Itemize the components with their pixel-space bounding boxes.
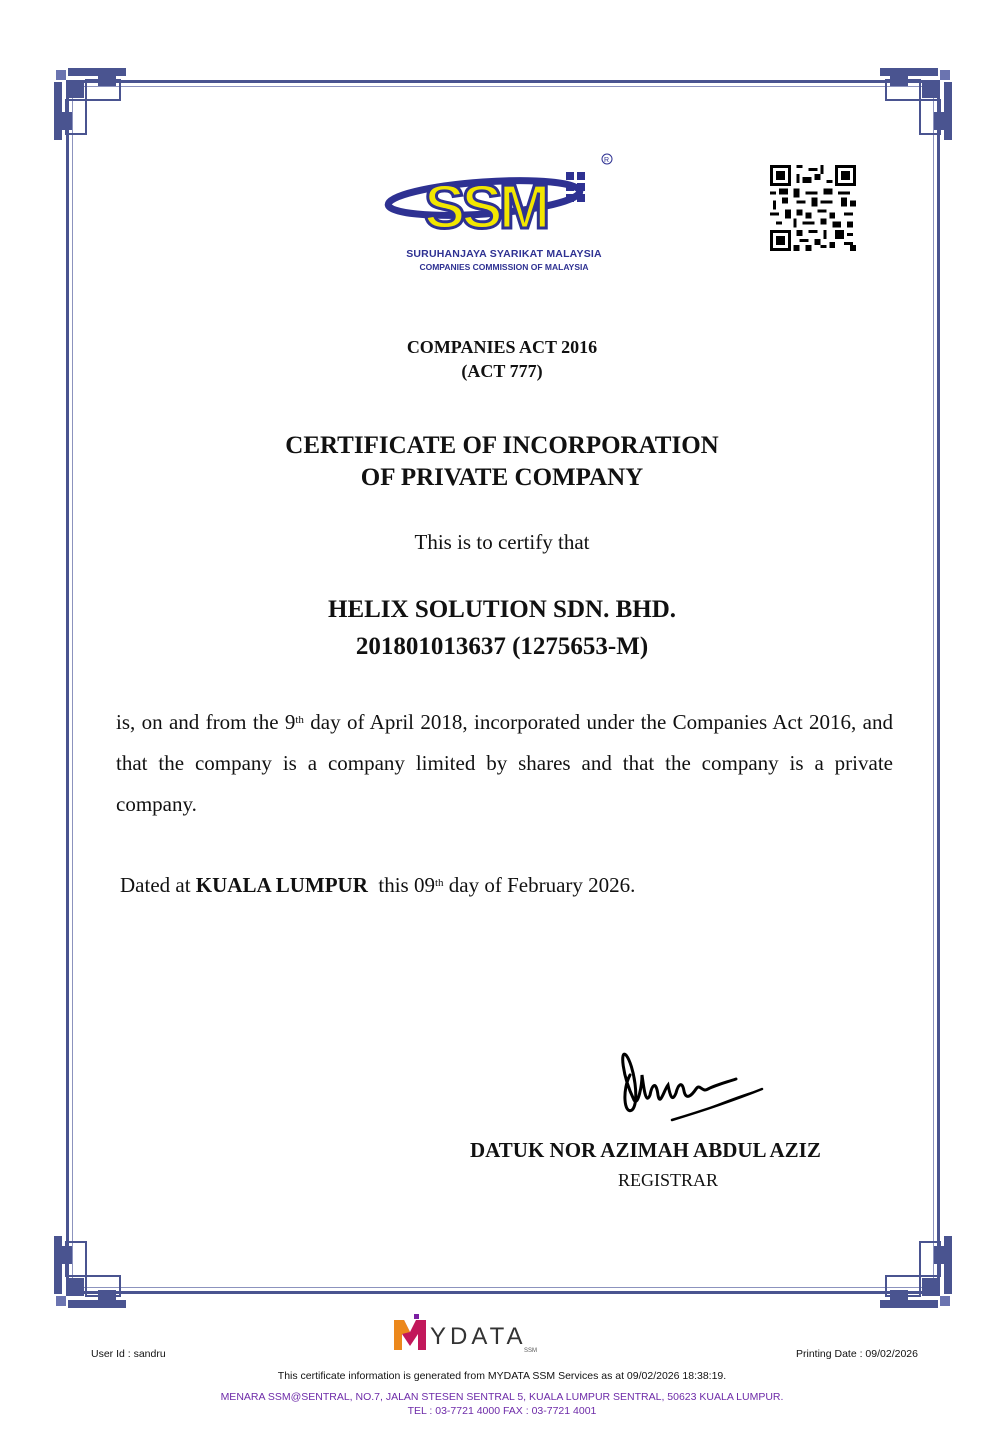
svg-text:YDATA: YDATA: [430, 1323, 527, 1350]
svg-text:SSM: SSM: [524, 1348, 538, 1354]
incorporation-paragraph: [116, 700, 893, 825]
footer-contact: TEL : 03-7721 4000 FAX : 03-7721 4001: [407, 1405, 597, 1417]
dated-ordinal-suffix: th: [434, 877, 444, 889]
certificate-title-line2: OF PRIVATE COMPANY: [360, 464, 644, 491]
ordinal-suffix: th: [295, 714, 304, 726]
registrar-signature: [612, 1045, 772, 1135]
dated-suffix: day of February 2026.: [443, 873, 636, 897]
user-id: User Id : sandru: [91, 1348, 166, 1360]
mydata-logo: [390, 1312, 560, 1354]
certificate-title-line1: CERTIFICATE OF INCORPORATION: [285, 432, 719, 459]
company-name: HELIX SOLUTION SDN. BHD.: [328, 596, 676, 623]
corner-ornament-top-right: [878, 66, 954, 142]
dated-line: [120, 873, 635, 898]
certify-statement: This is to certify that: [414, 530, 590, 554]
footer-address: MENARA SSM@SENTRAL, NO.7, JALAN STESEN SENTRAL 5, KUALA LUMPUR SENTRAL, 50623 KUALA LUMPUR.: [220, 1391, 784, 1403]
corner-ornament-bottom-left: [52, 1234, 128, 1310]
logo-subtitle-malay: SURUHANJAYA SYARIKAT MALAYSIA: [406, 248, 602, 260]
paragraph-text-start: is, on and from the 9: [116, 710, 296, 734]
company-number: 201801013637 (1275653-M): [355, 633, 649, 660]
printing-date: Printing Date : 09/02/2026: [795, 1348, 918, 1360]
act-number: (ACT 777): [461, 361, 543, 381]
svg-text:SSM: SSM: [424, 173, 547, 242]
corner-ornament-bottom-right: [878, 1234, 954, 1310]
ssm-logo: [384, 150, 624, 280]
svg-text:R: R: [604, 157, 610, 164]
dated-middle: this 09: [367, 873, 435, 897]
registrar-title: REGISTRAR: [618, 1170, 719, 1190]
registrar-name: DATUK NOR AZIMAH ABDUL AZIZ: [470, 1138, 821, 1162]
qr-code: [770, 165, 856, 251]
act-title: COMPANIES ACT 2016: [406, 337, 598, 357]
corner-ornament-top-left: [52, 66, 128, 142]
dated-place: KUALA LUMPUR: [195, 873, 368, 897]
logo-subtitle-english: COMPANIES COMMISSION OF MALAYSIA: [419, 262, 589, 272]
generated-notice: This certificate information is generated from MYDATA SSM Services as at 09/02/2026 18:38:19.: [277, 1370, 727, 1382]
dated-prefix: Dated at: [120, 873, 196, 897]
paragraph-text-end: day of April 2018, incorporated under the Companies Act 2016, and that the company is a company limited by shares and that the company is a private company.: [116, 710, 893, 816]
